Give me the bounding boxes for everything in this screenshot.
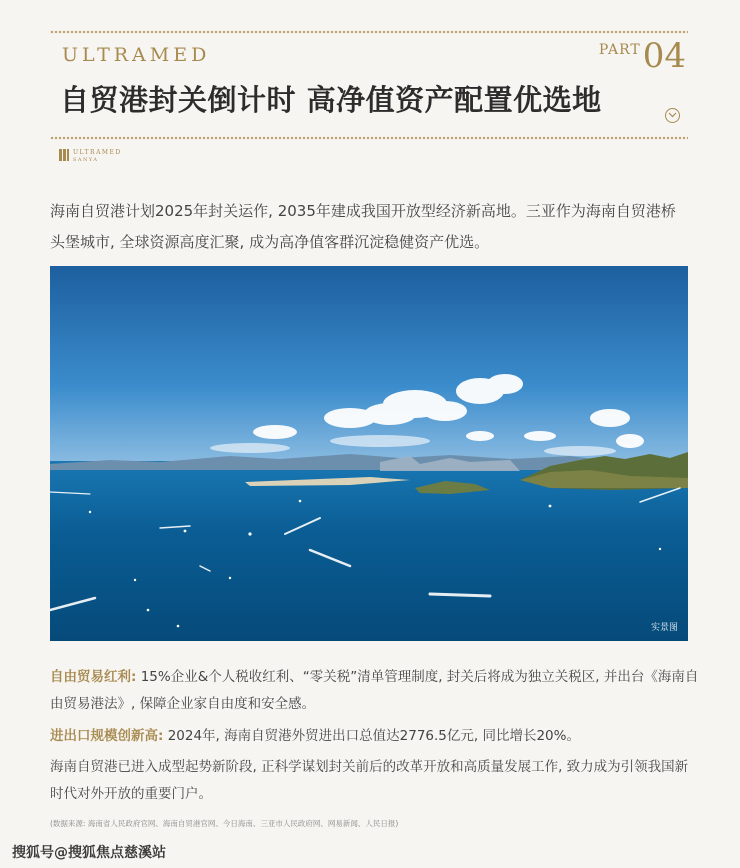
paragraph-new-stage: 海南自贸港已进入成型起势新阶段, 正科学谋划封关前后的改革开放和高质量发展工作, 致力成为引领我国新时代对外开放的重要门户。	[50, 759, 689, 802]
paragraph-import-export	[50, 723, 700, 750]
sub-logo-bottom: SANYA	[73, 157, 99, 163]
data-sources: (数据来源: 海南省人民政府官网、海南自贸港官网、今日海南、三亚市人民政府网、网易新闻、人民日报)	[50, 819, 399, 828]
import-export-text: 2024年, 海南自贸港外贸进出口总值达2776.5亿元, 同比增长20%。	[163, 728, 580, 744]
page-title: 自贸港封关倒计时 高净值资产配置优选地	[60, 83, 602, 117]
intro-paragraph: 海南自贸港计划2025年封关运作, 2035年建成我国开放型经济新高地。三亚作为海南自贸港桥头堡城市, 全球资源高度汇聚, 成为高净值客群沉淀稳健资产优选。	[50, 202, 676, 251]
trade-dividend-heading: 自由贸易红利:	[50, 669, 137, 685]
watermark: 搜狐号@搜狐焦点慈溪站	[12, 845, 166, 861]
import-export-heading: 进出口规模创新高:	[50, 728, 164, 744]
photo-caption: 实景图	[650, 623, 678, 633]
brand-name: ULTRAMED	[62, 44, 211, 66]
section-header	[50, 30, 688, 150]
coastline-photo	[50, 266, 688, 641]
part-indicator	[599, 36, 686, 76]
dotted-divider-bottom	[50, 136, 688, 140]
paragraph-trade-dividend	[50, 664, 700, 718]
sub-logo-top: ULTRAMED	[73, 149, 122, 156]
trade-dividend-text: 15%企业&个人税收红利、“零关税”清单管理制度, 封关后将成为独立关税区, 并出台《海南自由贸易港法》, 保障企业家自由度和安全感。	[50, 669, 699, 712]
part-label: PART	[598, 42, 641, 58]
dotted-divider-top	[50, 30, 688, 34]
part-number: 04	[642, 36, 686, 76]
logo-mark-icon	[59, 149, 69, 161]
chevron-down-icon[interactable]	[665, 108, 680, 123]
